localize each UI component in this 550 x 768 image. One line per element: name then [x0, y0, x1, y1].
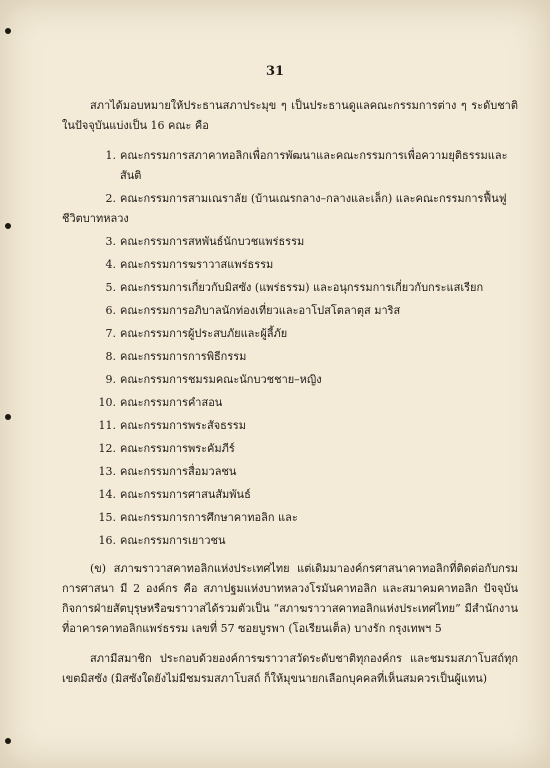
item-number: 5. [105, 281, 116, 294]
list-item [62, 189, 518, 229]
item-text: คณะกรรมการผู้ประสบภัยและผู้ลี้ภัย [120, 327, 288, 340]
item-text: คณะกรรมการชมรมคณะนักบวชชาย–หญิง [120, 373, 322, 386]
item-number: 11. [98, 419, 116, 432]
list-item [62, 531, 518, 551]
list-item [62, 146, 518, 186]
list-item [62, 462, 518, 482]
item-number: 6. [105, 304, 116, 317]
list-item [62, 370, 518, 390]
list-item [62, 324, 518, 344]
item-number: 15. [98, 511, 116, 524]
list-item [62, 278, 518, 298]
item-text: คณะกรรมการสหพันธ์นักบวชแพร่ธรรม [120, 235, 305, 248]
item-text: คณะกรรมการพระสัจธรรม [120, 419, 246, 432]
list-item [62, 439, 518, 459]
item-text: คณะกรรมการฆราวาสแพร่ธรรม [120, 258, 274, 271]
item-number: 14. [98, 488, 116, 501]
list-item [62, 255, 518, 275]
item-text: คณะกรรมการสามเณราลัย (บ้านเณรกลาง–กลางและเล็ก) และคณะกรรมการฟื้นฟูชีวิตบาทหลวง [62, 192, 507, 225]
punch-hole-mark [5, 738, 11, 744]
item-text: คณะกรรมการอภิบาลนักท่องเที่ยวและอาโปสโตลาตุส มาริส [120, 304, 401, 317]
page-content [62, 96, 518, 699]
item-number: 8. [105, 350, 116, 363]
item-number: 1. [105, 149, 116, 162]
item-number: 2. [105, 192, 116, 205]
list-item [62, 393, 518, 413]
list-item [62, 301, 518, 321]
item-number: 3. [105, 235, 116, 248]
list-item [62, 232, 518, 252]
item-text: คณะกรรมการคำสอน [120, 396, 223, 409]
item-number: 4. [105, 258, 116, 271]
list-item [62, 347, 518, 367]
item-text: คณะกรรมการเกี่ยวกับมิสซัง (แพร่ธรรม) และอนุกรรมการเกี่ยวกับกระแสเรียก [120, 281, 484, 294]
item-text: คณะกรรมการเยาวชน [120, 534, 226, 547]
membership-paragraph: สภามีสมาชิก ประกอบด้วยองค์การฆราวาสวัดระดับชาติทุกองค์กร และชมรมสภาโบสถ์ทุกเขตมิสซัง (มิสซังใดยังไม่มีชมรมสภาโบสถ์ ก็ให้มุขนายกเลือกบุคคลที่เห็นสมควรเป็นผู้แทน) [62, 652, 518, 685]
punch-hole-mark [5, 28, 11, 34]
page-number: 31 [265, 64, 285, 79]
committee-list [62, 146, 518, 551]
list-item [62, 416, 518, 436]
item-text: คณะกรรมการศาสนสัมพันธ์ [120, 488, 251, 501]
intro-paragraph: สภาได้มอบหมายให้ประธานสภาประมุข ๆ เป็นประธานดูแลคณะกรรมการต่าง ๆ ระดับชาติ ในปัจจุบันแบ่งเป็น 16 คณะ คือ [62, 99, 518, 132]
item-text: คณะกรรมการพระคัมภีร์ [120, 442, 235, 455]
list-item [62, 508, 518, 528]
item-number: 16. [98, 534, 116, 547]
item-text: คณะกรรมการสภาคาทอลิกเพื่อการพัฒนาและคณะกรรมการเพื่อความยุติธรรมและสันติ [120, 149, 508, 182]
item-number: 13. [98, 465, 116, 478]
list-item [62, 485, 518, 505]
item-text: คณะกรรมการการพิธีกรรม [120, 350, 247, 363]
item-number: 10. [98, 396, 116, 409]
item-text: คณะกรรมการการศึกษาคาทอลิก และ [120, 511, 298, 524]
item-number: 12. [98, 442, 116, 455]
item-number: 9. [105, 373, 116, 386]
punch-hole-mark [5, 223, 11, 229]
punch-hole-mark [5, 414, 11, 420]
lay-council-paragraph: (ข) สภาฆราวาสคาทอลิกแห่งประเทศไทย แต่เดิมมาองค์กรศาสนาคาทอลิกที่ติดต่อกับกรมการศาสนา มี 2 องค์กร คือ สภาปฐมแห่งบาทหลวงโรมันคาทอลิก และสมาคมคาทอลิก ปัจจุบันกิจการฝ่ายสัตบุรุษหรือฆราวาสได้รวมตัวเป็น “สภาฆราวาสคาทอลิกแห่งประเทศไทย” มีสำนักงานที่อาคารคาทอลิกแพร่ธรรม เลขที่ 57 ซอยบูรพา (โอเรียนเต็ล) บางรัก กรุงเทพฯ 5 [62, 562, 518, 635]
item-text: คณะกรรมการสื่อมวลชน [120, 465, 237, 478]
item-number: 7. [105, 327, 116, 340]
